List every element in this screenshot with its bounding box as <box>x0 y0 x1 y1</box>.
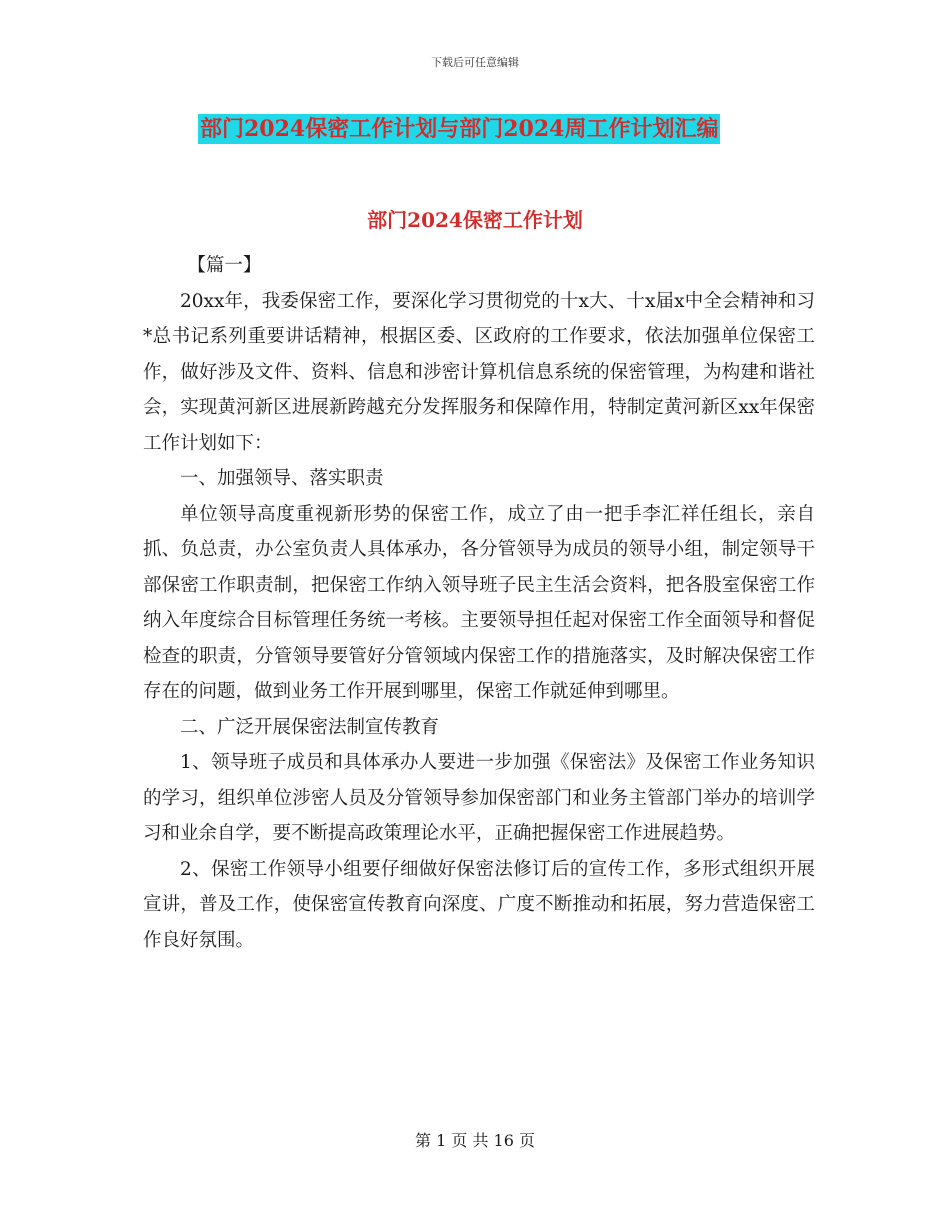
heading-one: 一、加强领导、落实职责 <box>180 468 384 489</box>
heading-two: 二、广泛开展保密法制宣传教育 <box>180 716 440 738</box>
document-body <box>143 248 815 958</box>
page-number: 第 1 页 共 16 页 <box>415 1131 535 1150</box>
body-paragraph-intro: 20xx年，我委保密工作，要深化学习贯彻党的十x大、十x届x中全会精神和习*总书记系列重要讲话精神，根据区委、区政府的工作要求，依法加强单位保密工作，做好涉及文件、资料、信息和涉密计算机信息系统的保密管理，为构建和谐社会，实现黄河新区进展新跨越充分发挥服务和保障作用，特制定黄河新区xx年保密工作计划如下： <box>143 290 815 454</box>
section-tag: 【篇一】 <box>187 255 262 276</box>
body-paragraph-item-2: 2、保密工作领导小组要仔细做好保密法修订后的宣传工作，多形式组织开展宣讲，普及工作，使保密宣传教育向深度、广度不断推动和拓展，努力营造保密工作良好氛围。 <box>143 858 815 951</box>
body-paragraph-item-1: 1、领导班子成员和具体承办人要进一步加强《保密法》及保密工作业务知识的学习，组织单位涉密人员及分管领导参加保密部门和业务主管部门举办的培训学习和业余自学，要不断提高政策理论水平，正确把握保密工作进展趋势。 <box>143 752 815 844</box>
document-main-title: 部门2024保密工作计划与部门2024周工作计划汇编 <box>200 116 719 142</box>
body-paragraph-leadership: 单位领导高度重视新形势的保密工作，成立了由一把手李汇祥任组长，亲自抓、负总责，办公室负责人具体承办，各分管领导为成员的领导小组，制定领导干部保密工作职责制，把保密工作纳入领导班子民主生活会资料，把各股室保密工作纳入年度综合目标管理任务统一考核。主要领导担任起对保密工作全面领导和督促检查的职责，分管领导要管好分管领域内保密工作的措施落实，及时解决保密工作存在的问题，做到业务工作开展到哪里，保密工作就延伸到哪里。 <box>143 503 815 702</box>
header-note: 下载后可任意编辑 <box>431 56 519 69</box>
document-section-title: 部门2024保密工作计划 <box>367 208 583 232</box>
